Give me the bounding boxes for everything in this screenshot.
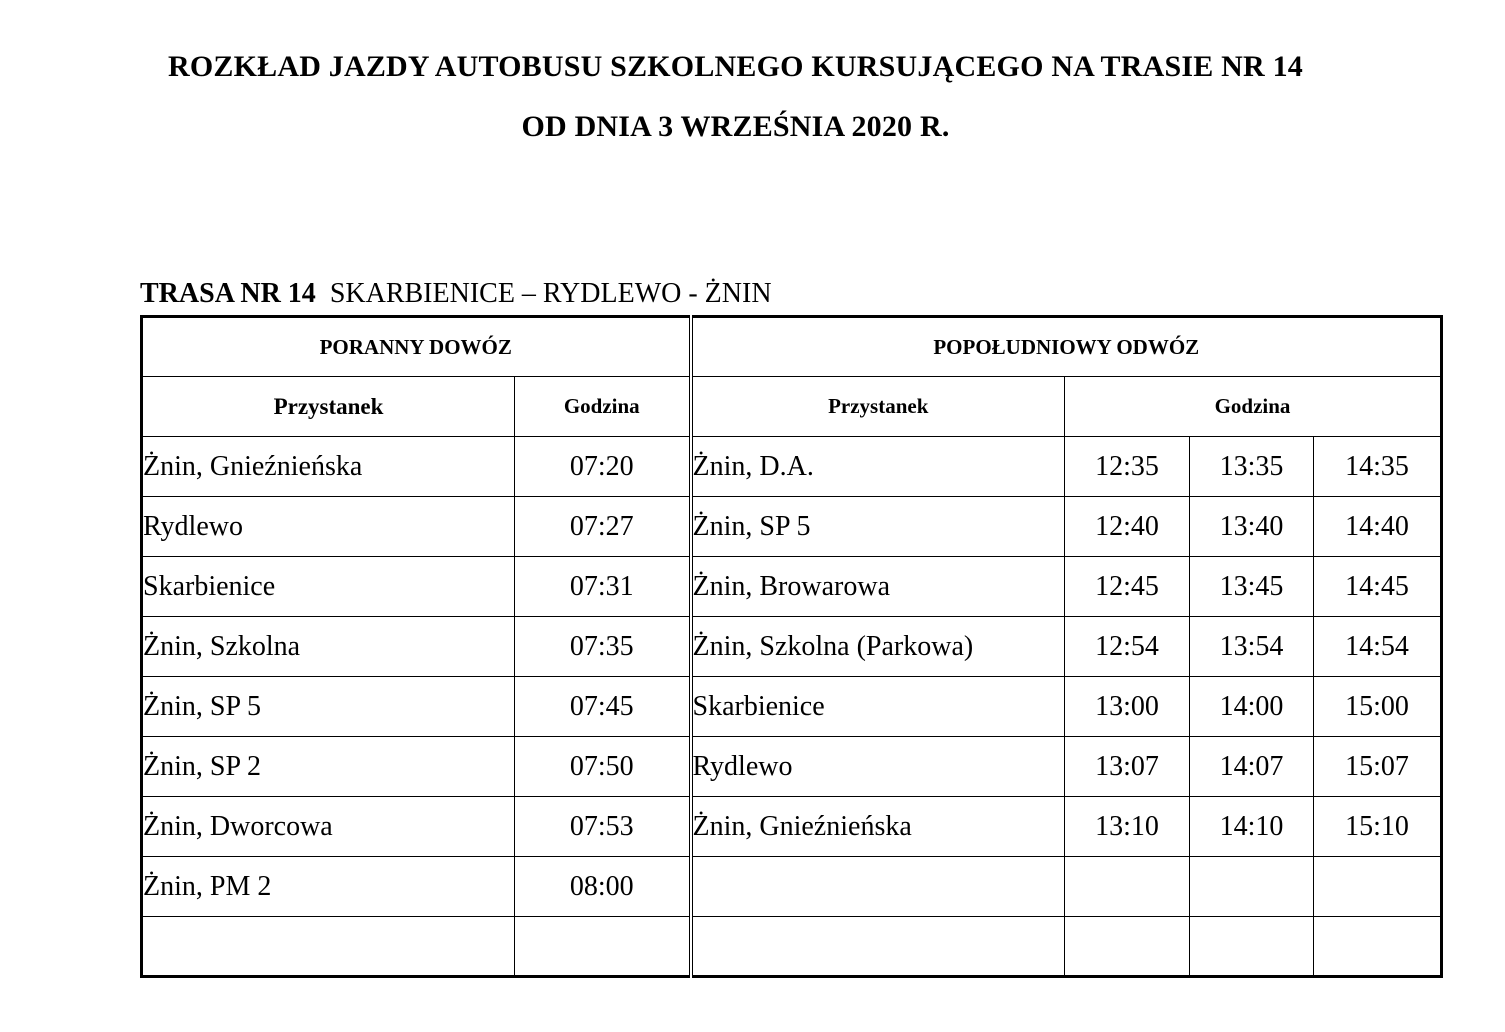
morning-time-cell: 07:20 (515, 437, 691, 497)
afternoon-time-cell: 13:07 (1065, 737, 1190, 797)
afternoon-time-cell (1065, 917, 1190, 977)
afternoon-stop-cell: Żnin, D.A. (691, 437, 1065, 497)
morning-stop-cell: Skarbienice (142, 557, 515, 617)
afternoon-time-cell (1314, 917, 1442, 977)
table-row (142, 557, 1442, 617)
afternoon-time-cell: 13:45 (1190, 557, 1314, 617)
route-name: SKARBIENICE – RYDLEWO - ŻNIN (329, 278, 772, 309)
afternoon-section-title: POPOŁUDNIOWY ODWÓZ (691, 317, 1442, 377)
section-header-row (142, 317, 1442, 377)
table-row (142, 497, 1442, 557)
afternoon-stop-cell (691, 917, 1065, 977)
afternoon-stop-header: Przystanek (691, 377, 1065, 437)
morning-stop-cell: Żnin, Szkolna (142, 617, 515, 677)
afternoon-time-cell (1190, 857, 1314, 917)
afternoon-time-cell: 14:10 (1190, 797, 1314, 857)
afternoon-time-cell (1065, 857, 1190, 917)
afternoon-stop-cell: Żnin, Browarowa (691, 557, 1065, 617)
morning-stop-cell: Rydlewo (142, 497, 515, 557)
document-title-line-2: OD DNIA 3 WRZEŚNIA 2020 R. (521, 110, 950, 143)
afternoon-stop-cell: Rydlewo (691, 737, 1065, 797)
afternoon-time-cell: 13:00 (1065, 677, 1190, 737)
table-row (142, 737, 1442, 797)
morning-time-cell: 07:50 (515, 737, 691, 797)
afternoon-time-cell (1190, 917, 1314, 977)
column-header-row (142, 377, 1442, 437)
afternoon-time-cell (1314, 857, 1442, 917)
afternoon-time-cell: 13:54 (1190, 617, 1314, 677)
afternoon-time-cell: 14:00 (1190, 677, 1314, 737)
morning-stop-cell: Żnin, SP 5 (142, 677, 515, 737)
afternoon-time-cell: 14:07 (1190, 737, 1314, 797)
table-row (142, 437, 1442, 497)
morning-time-cell: 07:35 (515, 617, 691, 677)
afternoon-stop-cell: Żnin, SP 5 (691, 497, 1065, 557)
table-row (142, 917, 1442, 977)
afternoon-time-cell: 12:54 (1065, 617, 1190, 677)
afternoon-time-cell: 12:45 (1065, 557, 1190, 617)
morning-time-cell: 07:31 (515, 557, 691, 617)
schedule-body (142, 437, 1442, 977)
afternoon-stop-cell (691, 857, 1065, 917)
morning-time-cell: 07:45 (515, 677, 691, 737)
afternoon-time-header: Godzina (1065, 377, 1442, 437)
morning-time-cell: 08:00 (515, 857, 691, 917)
afternoon-stop-cell: Skarbienice (691, 677, 1065, 737)
morning-stop-cell: Żnin, PM 2 (142, 857, 515, 917)
afternoon-time-cell: 13:10 (1065, 797, 1190, 857)
afternoon-time-cell: 14:54 (1314, 617, 1442, 677)
afternoon-time-cell: 12:40 (1065, 497, 1190, 557)
table-row (142, 857, 1442, 917)
morning-time-cell: 07:53 (515, 797, 691, 857)
afternoon-time-cell: 13:40 (1190, 497, 1314, 557)
afternoon-time-cell: 15:00 (1314, 677, 1442, 737)
table-row (142, 797, 1442, 857)
morning-stop-cell (142, 917, 515, 977)
route-label: TRASA NR 14 (140, 278, 316, 309)
afternoon-time-cell: 15:10 (1314, 797, 1442, 857)
table-row (142, 677, 1442, 737)
afternoon-time-cell: 15:07 (1314, 737, 1442, 797)
morning-time-header: Godzina (515, 377, 691, 437)
afternoon-stop-cell: Żnin, Gnieźnieńska (691, 797, 1065, 857)
afternoon-time-cell: 12:35 (1065, 437, 1190, 497)
morning-time-cell (515, 917, 691, 977)
route-heading (140, 278, 772, 310)
afternoon-time-cell: 14:45 (1314, 557, 1442, 617)
morning-stop-cell: Żnin, SP 2 (142, 737, 515, 797)
afternoon-time-cell: 13:35 (1190, 437, 1314, 497)
afternoon-time-cell: 14:35 (1314, 437, 1442, 497)
morning-stop-header: Przystanek (142, 377, 515, 437)
schedule-table (140, 315, 1443, 978)
morning-section-title: PORANNY DOWÓZ (142, 317, 691, 377)
table-row (142, 617, 1442, 677)
document-title-line-1: ROZKŁAD JAZDY AUTOBUSU SZKOLNEGO KURSUJĄCEGO NA TRASIE NR 14 (168, 50, 1303, 83)
afternoon-time-cell: 14:40 (1314, 497, 1442, 557)
afternoon-stop-cell: Żnin, Szkolna (Parkowa) (691, 617, 1065, 677)
morning-stop-cell: Żnin, Dworcowa (142, 797, 515, 857)
morning-stop-cell: Żnin, Gnieźnieńska (142, 437, 515, 497)
morning-time-cell: 07:27 (515, 497, 691, 557)
